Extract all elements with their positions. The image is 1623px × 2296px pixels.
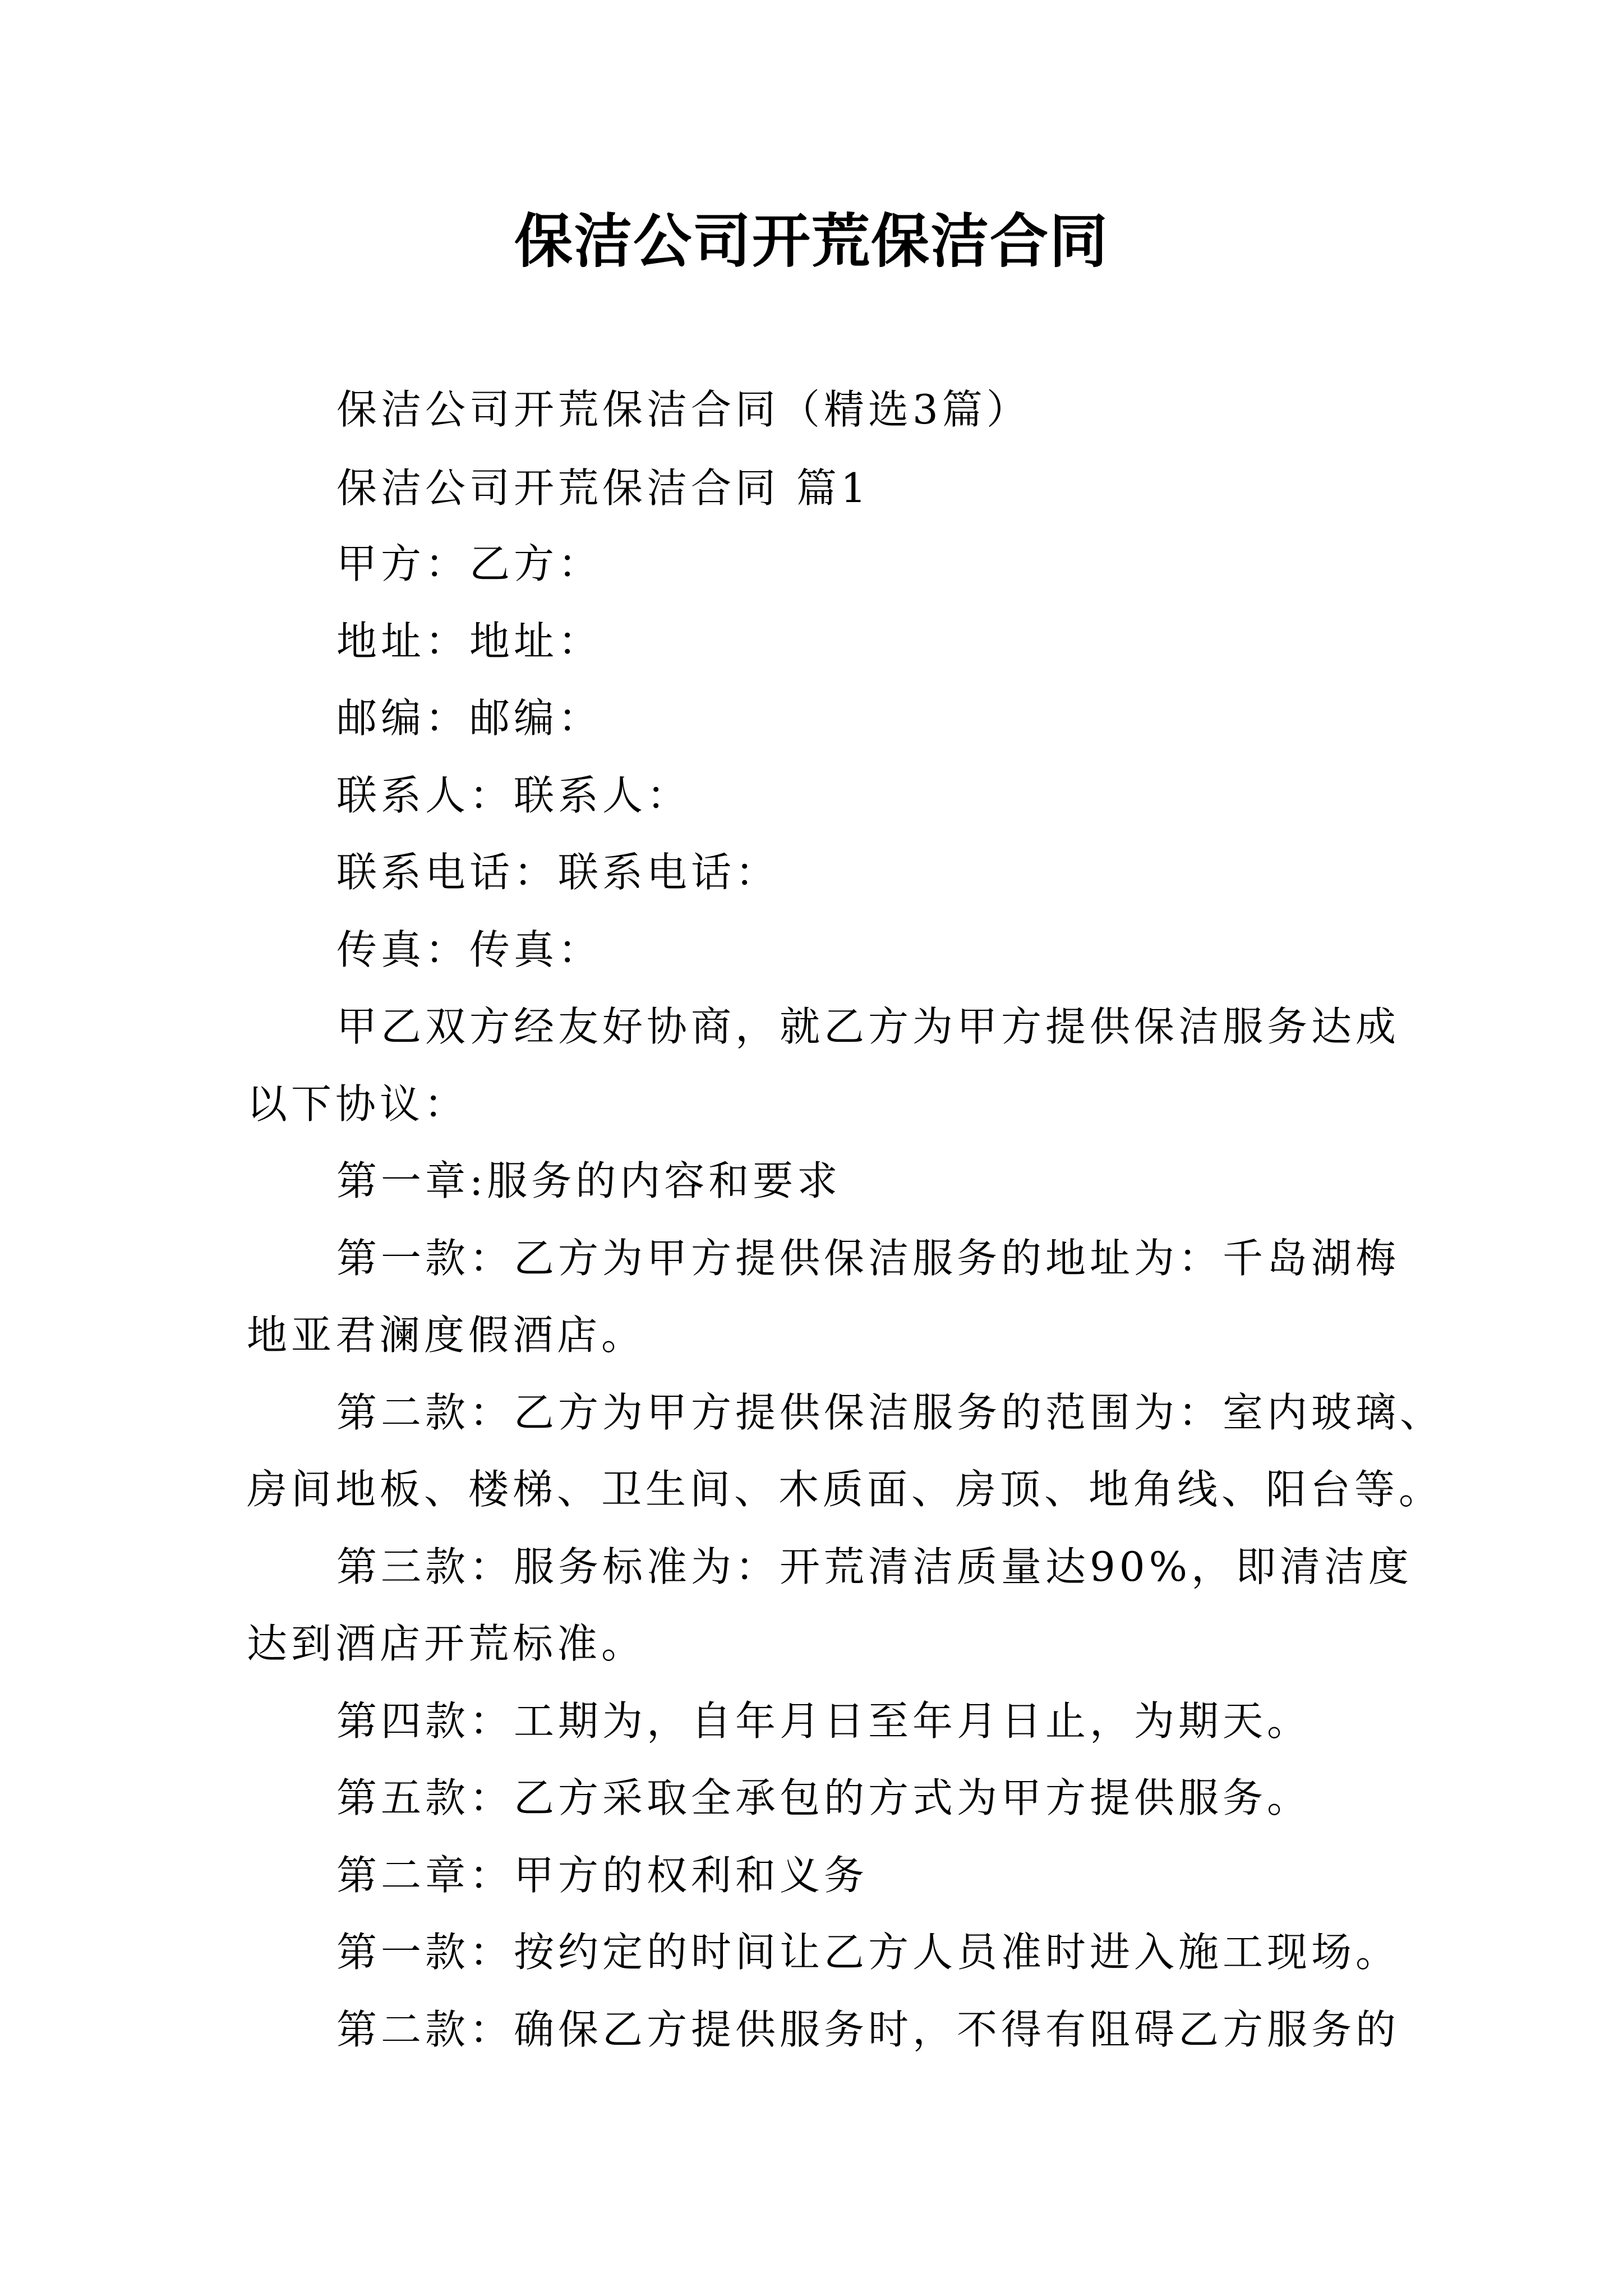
- text-line: 第一款：按约定的时间让乙方人员准时进入施工现场。: [336, 1929, 1400, 1976]
- text-line: 第五款：乙方采取全承包的方式为甲方提供服务。: [336, 1774, 1312, 1821]
- text-line: 第三款：服务标准为：开荒清洁质量达90%，即清洁度: [336, 1543, 1413, 1590]
- text-line: 甲方：乙方：: [336, 540, 603, 587]
- text-line: 达到酒店开荒标准。: [247, 1620, 646, 1667]
- text-line: 保洁公司开荒保洁合同（精选3篇）: [336, 386, 1031, 433]
- text-line: 第四款：工期为，自年月日至年月日止，为期天。: [336, 1697, 1312, 1745]
- text-line: 第二款：确保乙方提供服务时，不得有阻碍乙方服务的: [336, 2006, 1400, 2053]
- text-line: 地址：地址：: [336, 618, 603, 665]
- text-line: 地亚君澜度假酒店。: [247, 1312, 646, 1359]
- text-line: 以下协议：: [247, 1080, 469, 1128]
- text-line: 传真：传真：: [336, 926, 603, 973]
- text-line: 保洁公司开荒保洁合同 篇1: [336, 464, 870, 512]
- text-line: 第一款：乙方为甲方提供保洁服务的地址为：千岛湖梅: [336, 1235, 1400, 1282]
- text-line: 房间地板、楼梯、卫生间、木质面、房顶、地角线、阳台等。: [247, 1466, 1444, 1513]
- text-line: 联系人：联系人：: [336, 772, 691, 819]
- text-line: 联系电话：联系电话：: [336, 849, 780, 896]
- text-line: 第二章：甲方的权利和义务: [336, 1852, 869, 1899]
- text-line: 邮编：邮编：: [336, 694, 603, 742]
- text-line: 甲乙双方经友好协商，就乙方为甲方提供保洁服务达成: [336, 1003, 1400, 1050]
- text-line: 第一章:服务的内容和要求: [336, 1157, 842, 1204]
- document-title: 保洁公司开荒保洁合同: [514, 206, 1109, 275]
- text-line: 第二款：乙方为甲方提供保洁服务的范围为：室内玻璃、: [336, 1389, 1445, 1436]
